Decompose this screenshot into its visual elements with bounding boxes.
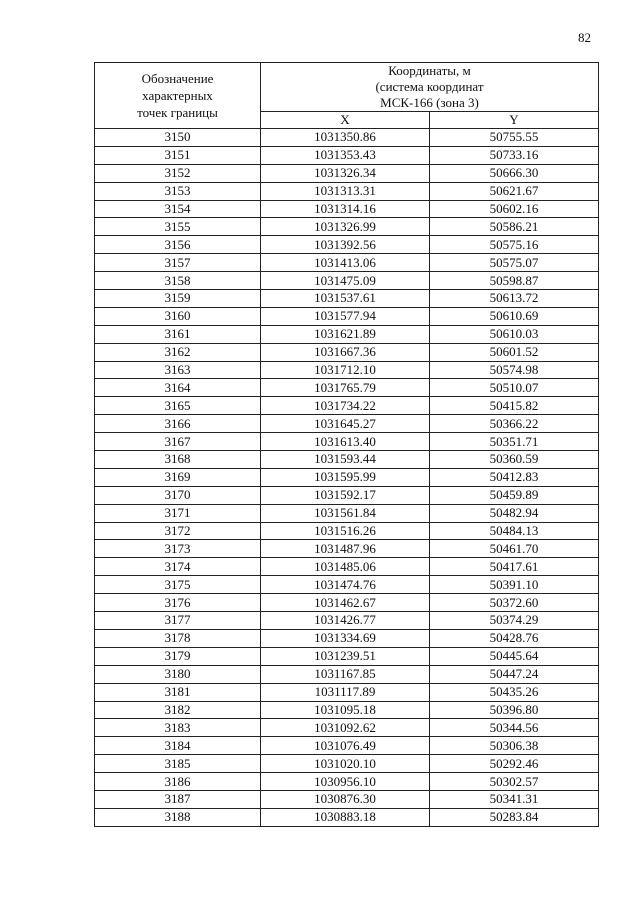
table-row [95, 200, 599, 218]
table-row [95, 397, 599, 415]
y-coordinate-cell: 50415.82 [430, 397, 599, 415]
y-coordinate-cell: 50575.16 [430, 236, 599, 254]
table-row [95, 755, 599, 773]
y-coordinate-cell: 50360.59 [430, 451, 599, 469]
point-id-cell: 3171 [95, 504, 261, 522]
coords-header-line-3: МСК-166 (зона 3) [380, 95, 479, 110]
table-row [95, 343, 599, 361]
y-coordinate-cell: 50344.56 [430, 719, 599, 737]
point-id-cell: 3168 [95, 451, 261, 469]
table-row [95, 719, 599, 737]
point-id-cell: 3188 [95, 808, 261, 826]
point-id-cell: 3150 [95, 129, 261, 147]
x-coordinate-cell: 1031667.36 [261, 343, 430, 361]
x-coordinate-cell: 1031613.40 [261, 433, 430, 451]
y-coordinate-cell: 50428.76 [430, 629, 599, 647]
y-coordinate-cell: 50417.61 [430, 558, 599, 576]
coordinates-header [261, 63, 599, 112]
point-id-cell: 3170 [95, 486, 261, 504]
table-row [95, 737, 599, 755]
y-column-header: Y [430, 112, 599, 129]
point-id-cell: 3180 [95, 665, 261, 683]
y-coordinate-cell: 50666.30 [430, 164, 599, 182]
x-coordinate-cell: 1031314.16 [261, 200, 430, 218]
x-coordinate-cell: 1031462.67 [261, 594, 430, 612]
table-row [95, 468, 599, 486]
point-id-cell: 3169 [95, 468, 261, 486]
table-row [95, 612, 599, 630]
x-coordinate-cell: 1031487.96 [261, 540, 430, 558]
table-row [95, 254, 599, 272]
x-coordinate-cell: 1031117.89 [261, 683, 430, 701]
table-row [95, 325, 599, 343]
x-coordinate-cell: 1031239.51 [261, 647, 430, 665]
point-id-cell: 3163 [95, 361, 261, 379]
point-id-cell: 3179 [95, 647, 261, 665]
x-coordinate-cell: 1031561.84 [261, 504, 430, 522]
table-row [95, 290, 599, 308]
y-coordinate-cell: 50306.38 [430, 737, 599, 755]
x-coordinate-cell: 1031593.44 [261, 451, 430, 469]
coords-header-line-2: (система координат [375, 79, 484, 94]
point-id-cell: 3154 [95, 200, 261, 218]
table-row [95, 486, 599, 504]
point-id-cell: 3160 [95, 307, 261, 325]
x-coordinate-cell: 1031334.69 [261, 629, 430, 647]
x-coordinate-cell: 1031392.56 [261, 236, 430, 254]
x-coordinate-cell: 1031313.31 [261, 182, 430, 200]
point-id-cell: 3177 [95, 612, 261, 630]
point-id-cell: 3155 [95, 218, 261, 236]
point-id-cell: 3173 [95, 540, 261, 558]
x-coordinate-cell: 1031475.09 [261, 272, 430, 290]
y-coordinate-cell: 50292.46 [430, 755, 599, 773]
x-coordinate-cell: 1031413.06 [261, 254, 430, 272]
x-coordinate-cell: 1031712.10 [261, 361, 430, 379]
y-coordinate-cell: 50601.52 [430, 343, 599, 361]
x-coordinate-cell: 1031485.06 [261, 558, 430, 576]
y-coordinate-cell: 50621.67 [430, 182, 599, 200]
y-coordinate-cell: 50461.70 [430, 540, 599, 558]
point-id-cell: 3172 [95, 522, 261, 540]
coordinates-table [94, 62, 599, 827]
table-row [95, 594, 599, 612]
x-coordinate-cell: 1031645.27 [261, 415, 430, 433]
table-row [95, 182, 599, 200]
table-row [95, 129, 599, 147]
point-id-cell: 3186 [95, 773, 261, 791]
point-id-cell: 3174 [95, 558, 261, 576]
x-coordinate-cell: 1031765.79 [261, 379, 430, 397]
table-row [95, 665, 599, 683]
y-coordinate-cell: 50283.84 [430, 808, 599, 826]
x-coordinate-cell: 1031592.17 [261, 486, 430, 504]
y-coordinate-cell: 50755.55 [430, 129, 599, 147]
y-coordinate-cell: 50374.29 [430, 612, 599, 630]
x-coordinate-cell: 1031537.61 [261, 290, 430, 308]
point-id-cell: 3185 [95, 755, 261, 773]
point-designation-header [95, 63, 261, 129]
point-id-cell: 3187 [95, 790, 261, 808]
x-coordinate-cell: 1031426.77 [261, 612, 430, 630]
x-coordinate-cell: 1031167.85 [261, 665, 430, 683]
point-id-cell: 3165 [95, 397, 261, 415]
x-coordinate-cell: 1031350.86 [261, 129, 430, 147]
point-id-cell: 3181 [95, 683, 261, 701]
coords-header-line-1: Координаты, м [388, 63, 471, 78]
y-coordinate-cell: 50602.16 [430, 200, 599, 218]
table-row [95, 647, 599, 665]
point-id-cell: 3158 [95, 272, 261, 290]
point-id-cell: 3183 [95, 719, 261, 737]
table-row [95, 576, 599, 594]
y-coordinate-cell: 50610.69 [430, 307, 599, 325]
x-coordinate-cell: 1031734.22 [261, 397, 430, 415]
table-row [95, 272, 599, 290]
y-coordinate-cell: 50482.94 [430, 504, 599, 522]
point-id-cell: 3182 [95, 701, 261, 719]
x-coordinate-cell: 1031516.26 [261, 522, 430, 540]
point-id-cell: 3167 [95, 433, 261, 451]
point-id-cell: 3184 [95, 737, 261, 755]
y-coordinate-cell: 50510.07 [430, 379, 599, 397]
table-row [95, 451, 599, 469]
point-header-line-3: точек границы [137, 105, 218, 120]
x-coordinate-cell: 1030956.10 [261, 773, 430, 791]
table-row [95, 236, 599, 254]
y-coordinate-cell: 50613.72 [430, 290, 599, 308]
x-coordinate-cell: 1031326.99 [261, 218, 430, 236]
x-column-header: X [261, 112, 430, 129]
point-id-cell: 3156 [95, 236, 261, 254]
y-coordinate-cell: 50391.10 [430, 576, 599, 594]
y-coordinate-cell: 50574.98 [430, 361, 599, 379]
y-coordinate-cell: 50341.31 [430, 790, 599, 808]
y-coordinate-cell: 50610.03 [430, 325, 599, 343]
x-coordinate-cell: 1031595.99 [261, 468, 430, 486]
x-coordinate-cell: 1031020.10 [261, 755, 430, 773]
x-coordinate-cell: 1031326.34 [261, 164, 430, 182]
table-row [95, 701, 599, 719]
table-row [95, 790, 599, 808]
y-coordinate-cell: 50598.87 [430, 272, 599, 290]
point-id-cell: 3178 [95, 629, 261, 647]
table-row [95, 629, 599, 647]
point-id-cell: 3161 [95, 325, 261, 343]
point-id-cell: 3175 [95, 576, 261, 594]
x-coordinate-cell: 1031474.76 [261, 576, 430, 594]
point-id-cell: 3152 [95, 164, 261, 182]
y-coordinate-cell: 50366.22 [430, 415, 599, 433]
point-id-cell: 3162 [95, 343, 261, 361]
y-coordinate-cell: 50351.71 [430, 433, 599, 451]
y-coordinate-cell: 50575.07 [430, 254, 599, 272]
table-row [95, 522, 599, 540]
point-id-cell: 3166 [95, 415, 261, 433]
x-coordinate-cell: 1031621.89 [261, 325, 430, 343]
y-coordinate-cell: 50435.26 [430, 683, 599, 701]
y-coordinate-cell: 50396.80 [430, 701, 599, 719]
y-coordinate-cell: 50445.64 [430, 647, 599, 665]
table-row [95, 683, 599, 701]
table-row [95, 218, 599, 236]
table-row [95, 379, 599, 397]
x-coordinate-cell: 1030883.18 [261, 808, 430, 826]
point-id-cell: 3153 [95, 182, 261, 200]
y-coordinate-cell: 50733.16 [430, 146, 599, 164]
y-coordinate-cell: 50459.89 [430, 486, 599, 504]
y-coordinate-cell: 50412.83 [430, 468, 599, 486]
table-row [95, 773, 599, 791]
table-row [95, 415, 599, 433]
table-row [95, 808, 599, 826]
point-id-cell: 3159 [95, 290, 261, 308]
y-coordinate-cell: 50484.13 [430, 522, 599, 540]
table-row [95, 540, 599, 558]
x-coordinate-cell: 1030876.30 [261, 790, 430, 808]
table-row [95, 504, 599, 522]
point-id-cell: 3151 [95, 146, 261, 164]
table-row [95, 361, 599, 379]
y-coordinate-cell: 50447.24 [430, 665, 599, 683]
x-coordinate-cell: 1031577.94 [261, 307, 430, 325]
table-row [95, 433, 599, 451]
table-row [95, 307, 599, 325]
x-coordinate-cell: 1031353.43 [261, 146, 430, 164]
point-id-cell: 3157 [95, 254, 261, 272]
point-id-cell: 3176 [95, 594, 261, 612]
x-coordinate-cell: 1031092.62 [261, 719, 430, 737]
y-coordinate-cell: 50372.60 [430, 594, 599, 612]
point-header-line-2: характерных [142, 88, 213, 103]
table-row [95, 164, 599, 182]
x-coordinate-cell: 1031095.18 [261, 701, 430, 719]
x-coordinate-cell: 1031076.49 [261, 737, 430, 755]
point-id-cell: 3164 [95, 379, 261, 397]
table-row [95, 146, 599, 164]
table-row [95, 558, 599, 576]
y-coordinate-cell: 50586.21 [430, 218, 599, 236]
point-header-line-1: Обозначение [141, 71, 214, 86]
page-number: 82 [578, 30, 591, 45]
y-coordinate-cell: 50302.57 [430, 773, 599, 791]
